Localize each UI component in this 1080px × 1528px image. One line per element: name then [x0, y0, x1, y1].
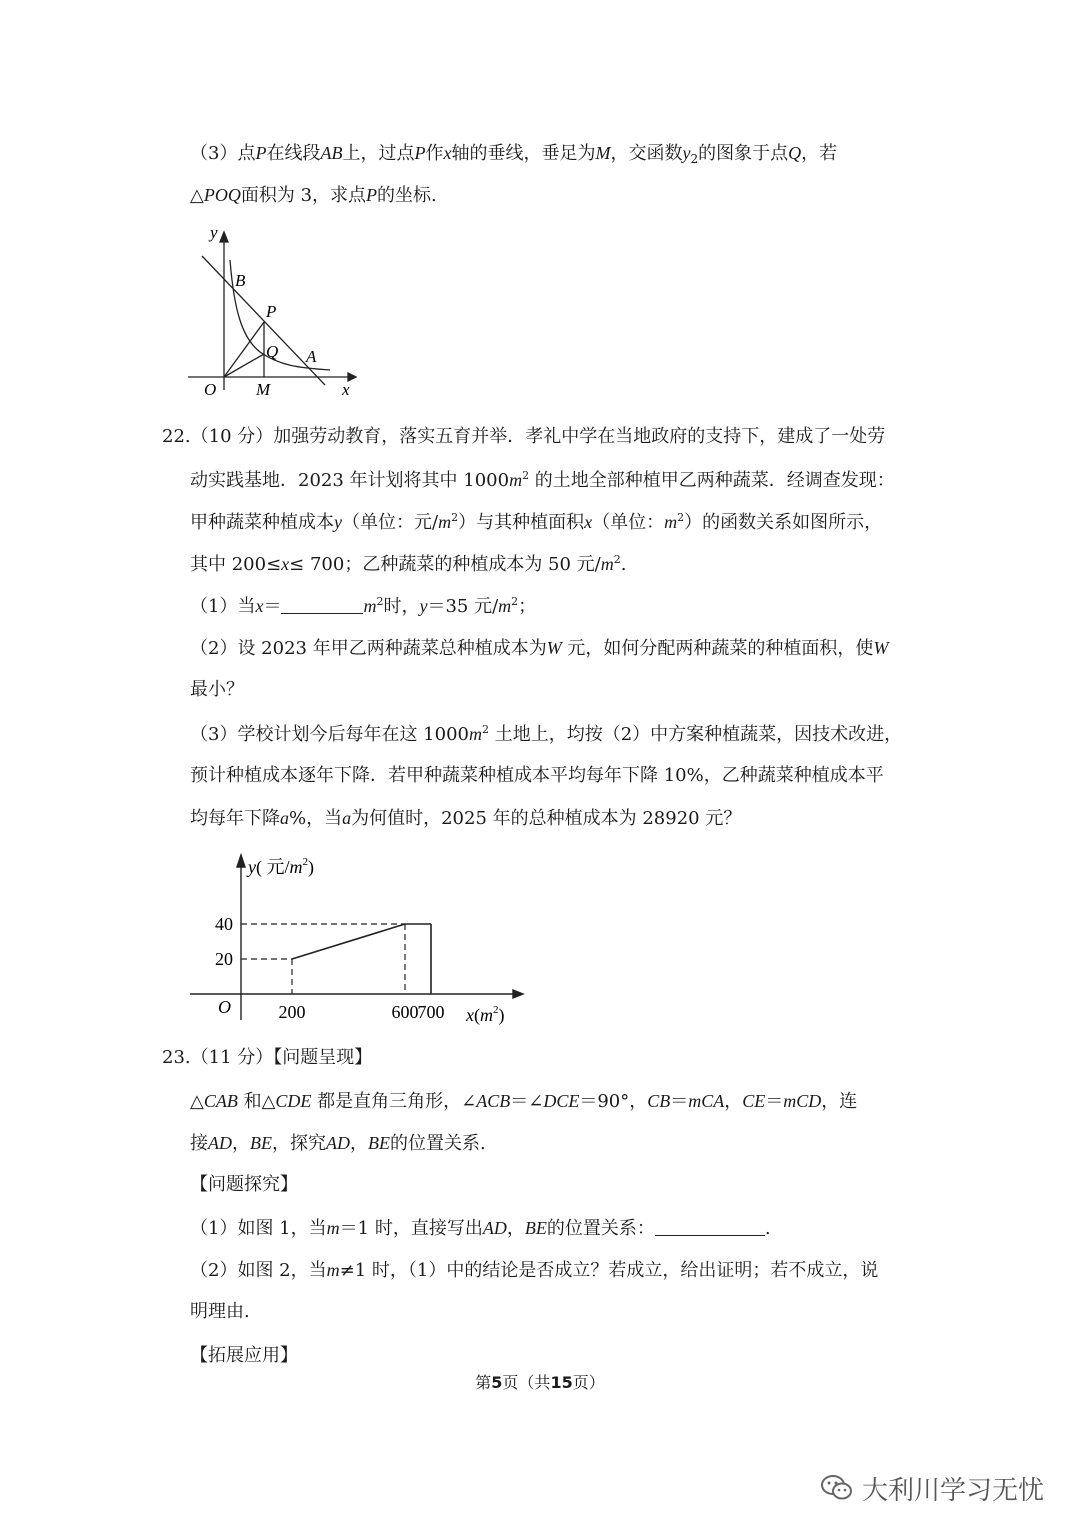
q22-line3: 甲种蔬菜种植成本y（单位：元$/m^2$）与其种植面积x（单位：$m^2$）的函数关系如图所示， [190, 511, 883, 533]
q22-part2-line1: （2）设 2023 年甲乙两种蔬菜总种植成本为W 元，如何分配两种蔬菜的种植面积，使W [190, 638, 889, 659]
q21-figure [180, 220, 380, 400]
fig-label-o: O [204, 380, 217, 399]
fig-label-q: Q [266, 342, 279, 361]
q22-part3-line1: （3）学校计划今后每年在这 $1000m^2$ 土地上，均按（2）中方案种植蔬菜，因技术改进， [190, 723, 903, 745]
y-axis-arrow [220, 232, 228, 242]
q22-part3-line2: 预计种植成本逐年下降．若甲种蔬菜种植成本平均每年下降 10%，乙种蔬菜种植成本平 [190, 765, 884, 786]
q23-heading: 23.（11 分）【问题呈现】 [162, 1047, 373, 1068]
fig-label-m: M [256, 380, 271, 399]
fig-label-p: P [266, 302, 277, 321]
chart-y-axis-arrow [237, 855, 245, 867]
q23-sub1: （1）如图 1，当m＝1 时，直接写出AD，BE的位置关系： . [190, 1218, 771, 1239]
wechat-icon [820, 1473, 854, 1503]
chart-x-label: $x(m^2)$ [466, 1004, 505, 1025]
q22-part1: （1）当$x= m^2$时，y＝35 元$/m^2$； [190, 595, 537, 617]
q23-line1: △CAB 和△CDE 都是直角三角形，∠ACB＝∠DCE＝90°，CB＝mCA，CE＝mCD，连 [190, 1091, 858, 1112]
q22-part2-line2: 最小？ [190, 679, 244, 700]
q22-chart [180, 845, 540, 1035]
q22-line4: 其中 200≤x≤ 700；乙种蔬菜的种植成本为 50 元$/m^2$. [190, 553, 627, 575]
q22-line1: 22.（10 分）加强劳动教育，落实五育并举．孝礼中学在当地政府的支持下，建成了一处劳 [162, 426, 886, 447]
chart-xtick-200: 200 [278, 1002, 306, 1022]
q23-extend-heading: 【拓展应用】 [190, 1345, 298, 1366]
chart-origin-label: O [218, 997, 231, 1017]
q22-line2: 动实践基地．2023 年计划将其中 $1000m^2$ 的土地全部种植甲乙两种蔬菜．经调查发现： [190, 469, 895, 491]
q23-explore-heading: 【问题探究】 [190, 1174, 298, 1195]
watermark-text: 大利川学习无忧 [862, 1475, 1045, 1506]
chart-ytick-20: 20 [215, 949, 233, 969]
page-footer: 第5页（共15页） [475, 1373, 605, 1392]
q22-part3-line3: 均每年下降a%，当a为何值时，2025 年的总种植成本为 28920 元？ [190, 808, 742, 829]
segment-oq [224, 354, 264, 377]
q21-part3-line1: （3）点P在线段AB上，过点P作x轴的垂线，垂足为M，交函数$y_2$的图象于点Q，若 [190, 143, 838, 166]
watermark [820, 1468, 1044, 1508]
fig-label-y: y [210, 223, 218, 242]
chart-xtick-600: 600 [391, 1002, 419, 1022]
chart-xtick-700: 700 [417, 1002, 445, 1022]
chart-y-label: y( 元$/m^2$) [248, 856, 314, 877]
q23-answer-blank [655, 1217, 765, 1236]
q23-sub2-line1: （2）如图 2，当m≠1 时，（1）中的结论是否成立？若成立，给出证明；若不成立，说 [190, 1260, 879, 1281]
q21-part3-line2: △POQ面积为 3，求点P的坐标. [190, 185, 437, 206]
fig-label-x: x [342, 380, 350, 399]
q22-answer-blank [281, 595, 363, 614]
fig-label-a: A [306, 347, 317, 366]
chart-x-axis-arrow [513, 990, 523, 998]
chart-series-segment-0 [292, 924, 405, 959]
fig-label-b: B [235, 271, 246, 290]
chart-ytick-40: 40 [215, 914, 233, 934]
q23-line2: 接AD，BE，探究AD，BE的位置关系. [190, 1133, 486, 1154]
q23-sub2-line2: 明理由. [190, 1301, 250, 1322]
